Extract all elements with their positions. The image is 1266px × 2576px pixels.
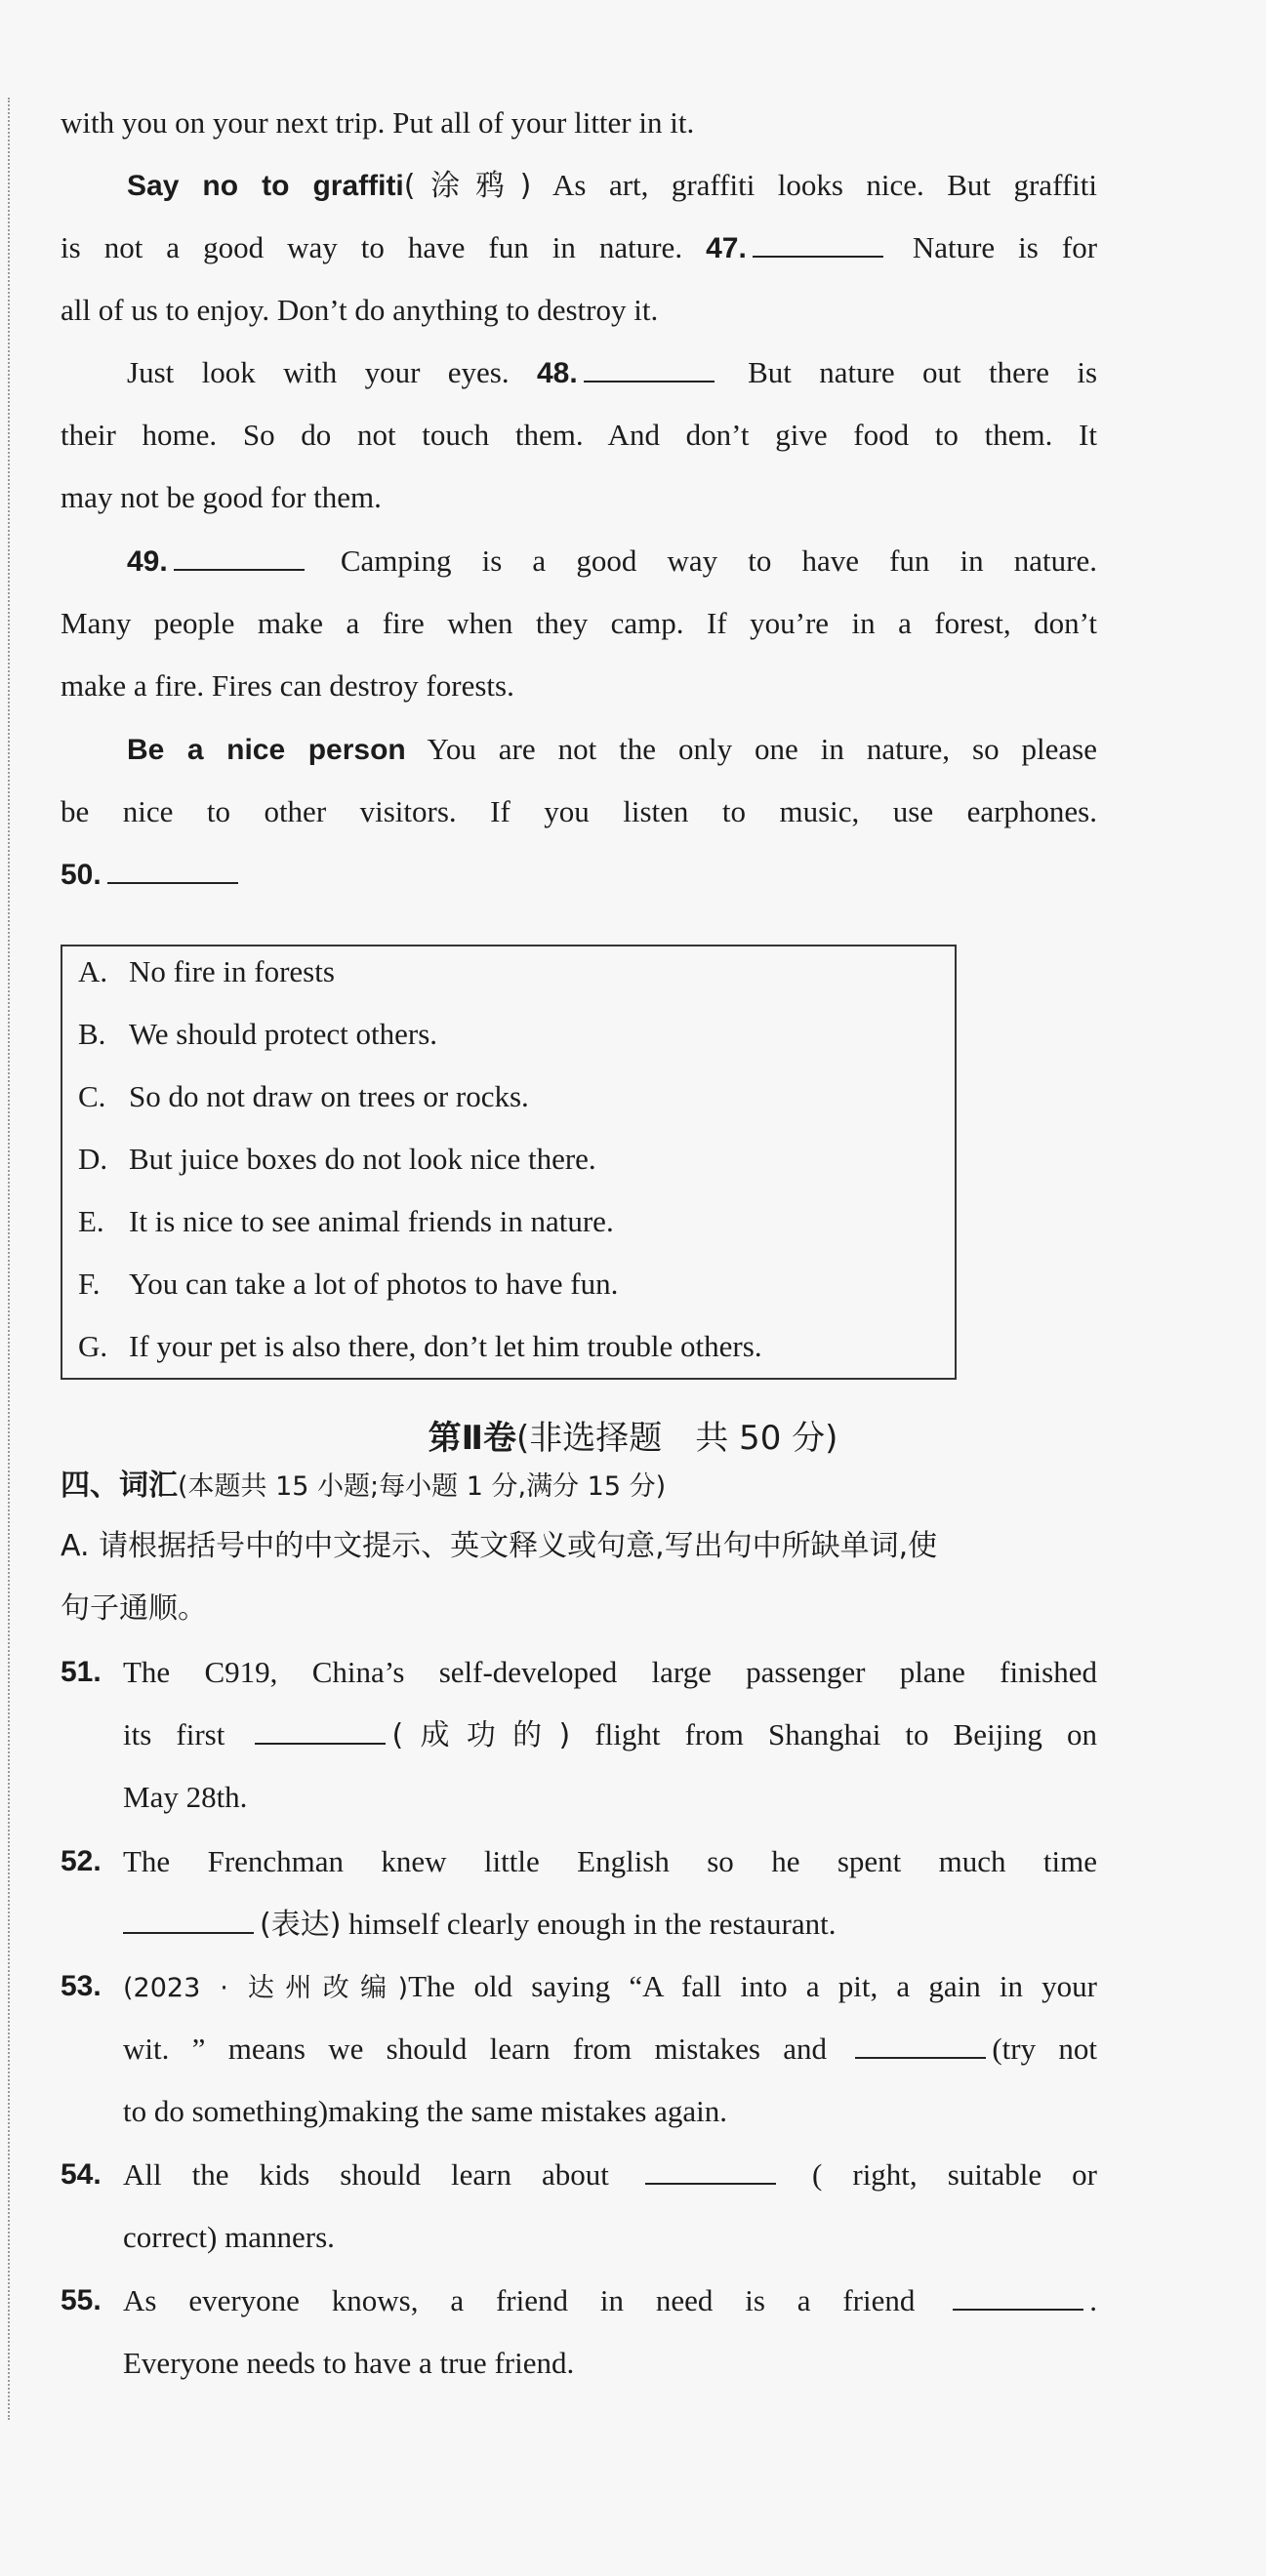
question-line: wit. ” means we should learn from mistakes and (try not xyxy=(123,2032,1098,2066)
question-line: (2023 · 达州改编)The old saying “A fall into a pit, a gain in your xyxy=(123,1969,1097,2003)
paragraph-heading: Be a nice person xyxy=(127,734,406,766)
passage-line: Be a nice person You are not the only one in nature, so please xyxy=(127,732,1097,766)
answer-blank-49[interactable] xyxy=(174,542,305,571)
answer-blank-50[interactable] xyxy=(107,855,238,884)
passage-line: with you on your next trip. Put all of your litter in it. xyxy=(61,105,695,140)
section-title: 第Ⅱ卷(非选择题 共 50 分) xyxy=(428,1419,838,1458)
question-number-52: 52. xyxy=(61,1845,102,1877)
passage-line xyxy=(61,855,1097,895)
question-line: The Frenchman knew little English so he spent much time xyxy=(123,1844,1097,1878)
option-e: E. It is nice to see animal friends in nature. xyxy=(78,1204,614,1238)
question-number-47: 47. xyxy=(706,232,747,264)
question-number-54: 54. xyxy=(61,2158,102,2191)
passage-line: be nice to other visitors. If you listen to music, use earphones. xyxy=(61,794,1097,828)
answer-blank-52[interactable] xyxy=(123,1905,254,1934)
binding-margin-line xyxy=(8,98,10,2420)
answer-blank-51[interactable] xyxy=(255,1715,386,1745)
question-line: All the kids should learn about ( right, suitable or xyxy=(123,2157,1098,2192)
answer-blank-48[interactable] xyxy=(584,353,715,382)
answer-blank-55[interactable] xyxy=(953,2281,1083,2311)
question-number-48: 48. xyxy=(536,357,578,389)
question-number-50: 50. xyxy=(61,859,102,891)
question-number-55: 55. xyxy=(61,2284,102,2316)
passage-line: 49. Camping is a good way to have fun in nature. xyxy=(127,543,1097,578)
option-g: G. If your pet is also there, don’t let him trouble others. xyxy=(78,1329,762,1363)
option-f: F. You can take a lot of photos to have fun. xyxy=(78,1267,619,1301)
question-number-51: 51. xyxy=(61,1656,102,1688)
option-c: C. So do not draw on trees or rocks. xyxy=(78,1079,529,1113)
passage-line: may not be good for them. xyxy=(61,480,382,514)
option-b: B. We should protect others. xyxy=(78,1017,438,1051)
passage-line: Say no to graffiti(涂鸦) As art, graffiti looks nice. But graffiti xyxy=(127,168,1097,203)
question-line: correct) manners. xyxy=(123,2220,335,2254)
passage-line: their home. So do not touch them. And don’t give food to them. It xyxy=(61,418,1097,452)
option-d: D. But juice boxes do not look nice there. xyxy=(78,1142,596,1176)
passage-line: all of us to enjoy. Don’t do anything to destroy it. xyxy=(61,293,659,327)
paragraph-heading: Say no to graffiti xyxy=(127,170,404,202)
question-line: (表达) himself clearly enough in the restaurant. xyxy=(123,1905,1097,1945)
question-line: Everyone needs to have a true friend. xyxy=(123,2346,575,2380)
question-line: to do something)making the same mistakes again. xyxy=(123,2094,728,2128)
passage-line: is not a good way to have fun in nature. 47. Nature is for xyxy=(61,230,1098,264)
instruction-line: 句子通顺。 xyxy=(61,1591,207,1626)
part-heading: 四、词汇 xyxy=(61,1469,178,1503)
question-line: As everyone knows, a friend in need is a friend . xyxy=(123,2283,1098,2317)
question-line: The C919, China’s self-developed large passenger plane finished xyxy=(123,1655,1097,1689)
question-line: May 28th. xyxy=(123,1780,248,1814)
paragraph-heading-cn: (涂鸦) xyxy=(403,169,532,203)
answer-blank-53[interactable] xyxy=(855,2030,986,2059)
passage-line: Many people make a fire when they camp. If you’re in a forest, don’t xyxy=(61,606,1097,640)
question-number-53: 53. xyxy=(61,1970,102,2002)
question-line: its first (成功的) flight from Shanghai to Beijing on xyxy=(123,1717,1098,1752)
part-note: (本题共 15 小题;每小题 1 分,满分 15 分) xyxy=(178,1471,667,1502)
passage-line: Just look with your eyes. 48. But nature out there is xyxy=(127,355,1098,389)
answer-blank-47[interactable] xyxy=(753,228,883,258)
question-number-49: 49. xyxy=(127,545,168,578)
instruction-line: A. 请根据括号中的中文提示、英文释义或句意,写出句中所缺单词,使 xyxy=(61,1529,938,1563)
part-heading-line xyxy=(61,1466,1097,1507)
option-a: A. No fire in forests xyxy=(78,954,335,988)
passage-line: make a fire. Fires can destroy forests. xyxy=(61,668,514,703)
answer-blank-54[interactable] xyxy=(645,2155,776,2185)
question-source: (2023 · 达州改编) xyxy=(123,1973,409,2003)
